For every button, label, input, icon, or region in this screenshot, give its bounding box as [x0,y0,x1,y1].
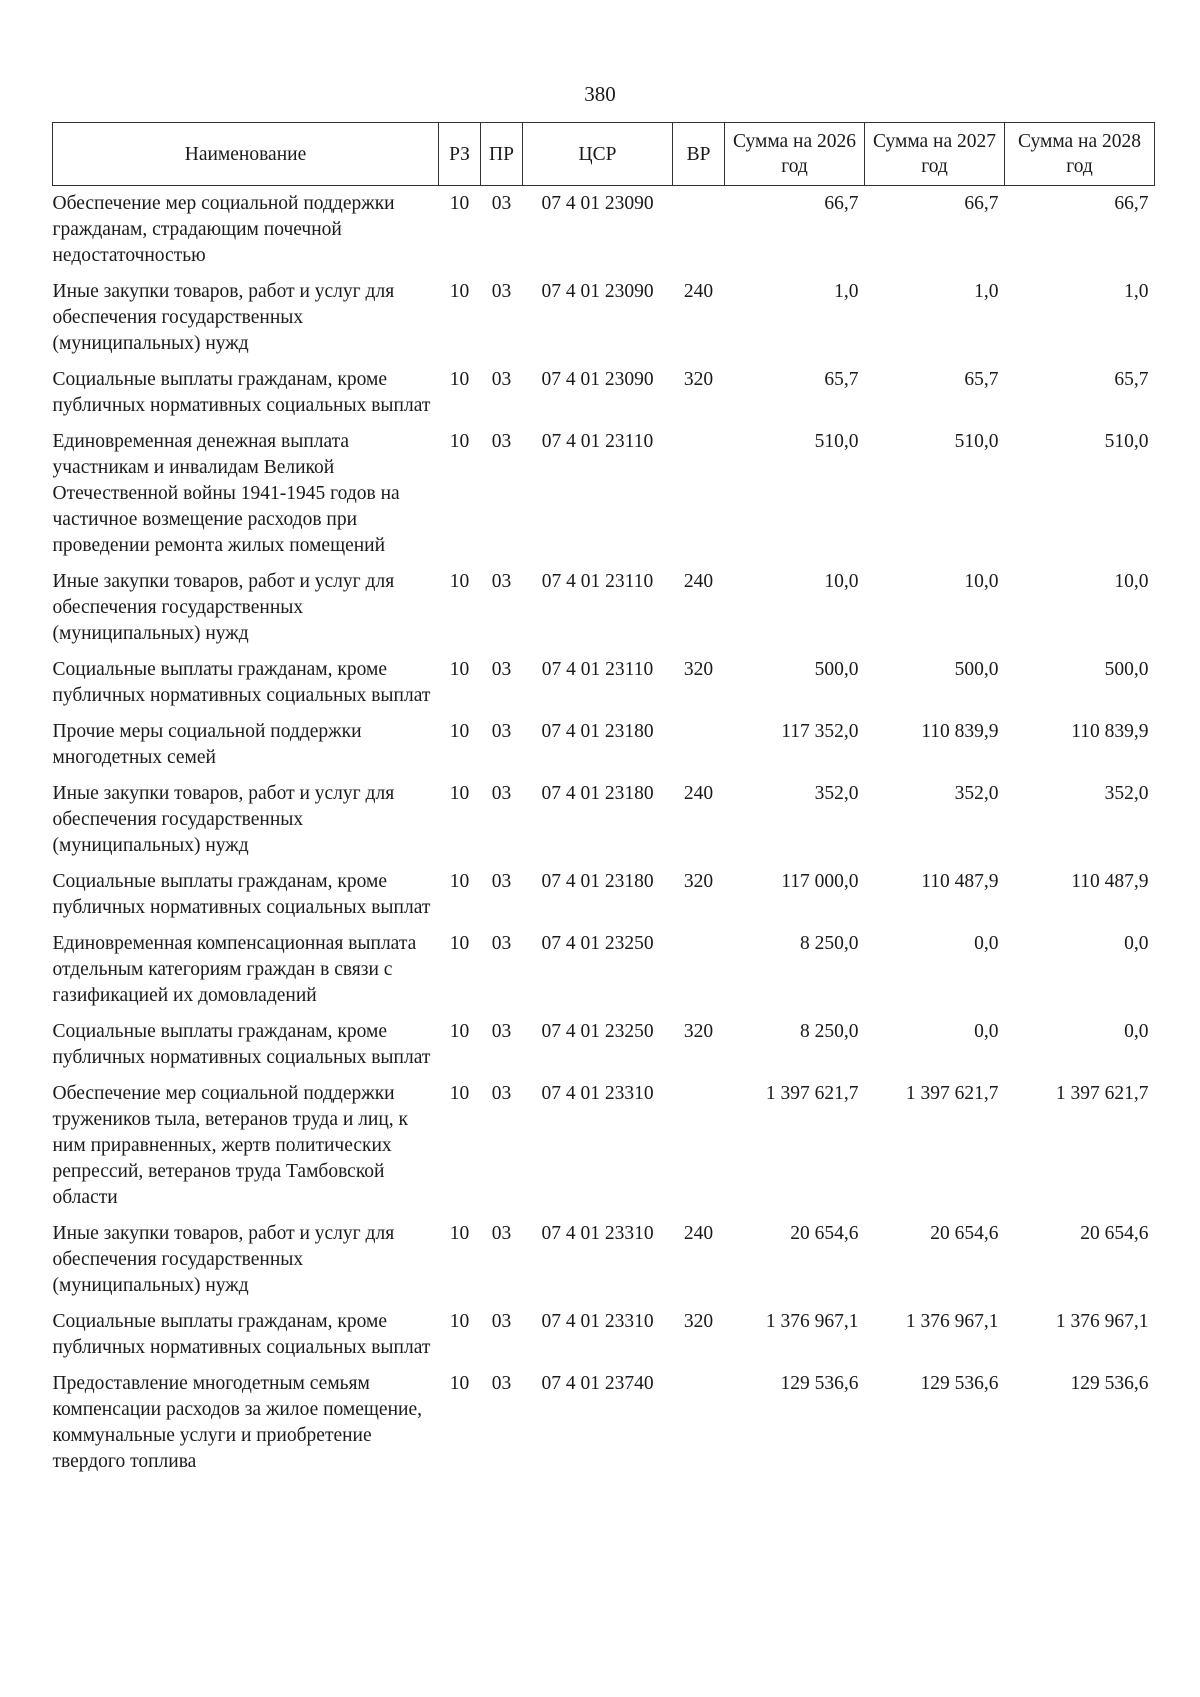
row-pr: 03 [491,1223,512,1244]
row-sum-2026: 1 376 967,1 [765,1311,859,1332]
header-pr: ПР [481,123,523,186]
row-sum-2026: 65,7 [824,369,859,390]
table-row [53,864,1155,926]
row-sum-2027: 10,0 [964,571,999,592]
table-row [53,652,1155,714]
row-pr: 03 [491,281,512,302]
row-name: Социальные выплаты гражданам, кроме публичных нормативных социальных выплат [52,1021,431,1068]
row-pr: 03 [491,1311,512,1332]
row-sum-2027: 110 487,9 [921,871,999,892]
row-sum-2027: 20 654,6 [930,1223,999,1244]
table-row [53,1366,1155,1480]
row-sum-2027: 66,7 [964,193,999,214]
row-name: Единовременная денежная выплата участникам и инвалидам Великой Отечественной войны 1941-1945 годов на частичное возмещение расходов при проведении ремонта жилых помещений [52,431,400,556]
row-pr: 03 [491,721,512,742]
row-vr: 240 [683,783,714,804]
row-name: Иные закупки товаров, работ и услуг для обеспечения государственных (муниципальных) нужд [52,783,395,856]
row-sum-2027: 1 397 621,7 [905,1083,999,1104]
row-pr: 03 [491,1083,512,1104]
row-sum-2027: 352,0 [954,783,999,804]
row-sum-2027: 129 536,6 [920,1373,999,1394]
row-csr: 07 4 01 23250 [541,933,654,954]
row-sum-2028: 1 397 621,7 [1055,1083,1149,1104]
row-sum-2028: 65,7 [1114,369,1149,390]
table-row [53,926,1155,1014]
page-number: 380 [584,82,616,106]
row-vr [673,186,725,275]
row-vr: 320 [683,659,714,680]
row-vr [673,714,725,776]
table-header [53,123,1155,186]
row-vr: 240 [683,571,714,592]
row-name: Обеспечение мер социальной поддержки тружеников тыла, ветеранов труда и лиц, к ним приравненных, жертв политических репрессий, ветеранов труда Тамбовской области [52,1083,409,1208]
row-rz: 10 [449,721,470,742]
row-csr: 07 4 01 23090 [541,193,654,214]
row-pr: 03 [491,571,512,592]
table-row [53,714,1155,776]
row-sum-2027: 1,0 [974,281,999,302]
row-sum-2028: 510,0 [1104,431,1149,452]
row-csr: 07 4 01 23310 [541,1223,654,1244]
row-name: Прочие меры социальной поддержки многодетных семей [52,721,362,768]
row-vr [673,926,725,1014]
table-row [53,186,1155,275]
row-vr: 320 [683,1021,714,1042]
row-pr: 03 [491,431,512,452]
row-rz: 10 [449,659,470,680]
row-vr: 320 [683,369,714,390]
row-vr: 320 [683,871,714,892]
row-sum-2026: 10,0 [824,571,859,592]
row-sum-2026: 8 250,0 [800,933,859,954]
row-csr: 07 4 01 23180 [541,871,654,892]
header-sum-2028: Сумма на 2028 год [1005,123,1155,186]
row-vr [673,1076,725,1216]
row-sum-2028: 110 487,9 [1071,871,1149,892]
row-sum-2026: 8 250,0 [800,1021,859,1042]
row-pr: 03 [491,193,512,214]
row-rz: 10 [449,281,470,302]
table-row [53,362,1155,424]
table-row [53,564,1155,652]
row-csr: 07 4 01 23180 [541,721,654,742]
row-pr: 03 [491,783,512,804]
row-name: Социальные выплаты гражданам, кроме публичных нормативных социальных выплат [52,659,431,706]
row-sum-2028: 500,0 [1104,659,1149,680]
row-vr: 320 [683,1311,714,1332]
row-sum-2026: 510,0 [814,431,859,452]
row-pr: 03 [491,933,512,954]
row-rz: 10 [449,1373,470,1394]
row-rz: 10 [449,1021,470,1042]
row-csr: 07 4 01 23110 [541,431,654,452]
row-sum-2026: 1 397 621,7 [765,1083,859,1104]
row-name: Единовременная компенсационная выплата отдельным категориям граждан в связи с газификацией их домовладений [52,933,417,1006]
row-sum-2028: 10,0 [1114,571,1149,592]
row-sum-2028: 0,0 [1124,933,1149,954]
row-sum-2026: 1,0 [834,281,859,302]
row-vr: 240 [683,281,714,302]
header-csr: ЦСР [523,123,673,186]
row-sum-2028: 1,0 [1124,281,1149,302]
row-sum-2027: 1 376 967,1 [905,1311,999,1332]
row-sum-2026: 66,7 [824,193,859,214]
row-csr: 07 4 01 23310 [541,1083,654,1104]
row-sum-2028: 20 654,6 [1080,1223,1149,1244]
row-rz: 10 [449,369,470,390]
row-rz: 10 [449,1083,470,1104]
row-pr: 03 [491,369,512,390]
row-sum-2027: 510,0 [954,431,999,452]
row-rz: 10 [449,1223,470,1244]
row-sum-2026: 129 536,6 [780,1373,859,1394]
row-csr: 07 4 01 23250 [541,1021,654,1042]
row-rz: 10 [449,431,470,452]
row-csr: 07 4 01 23180 [541,783,654,804]
row-name: Социальные выплаты гражданам, кроме публичных нормативных социальных выплат [52,871,431,918]
row-name: Иные закупки товаров, работ и услуг для обеспечения государственных (муниципальных) нужд [52,1223,395,1296]
row-sum-2027: 0,0 [974,1021,999,1042]
row-vr [673,424,725,564]
row-sum-2028: 1 376 967,1 [1055,1311,1149,1332]
table-row [53,274,1155,362]
row-pr: 03 [491,1021,512,1042]
row-pr: 03 [491,659,512,680]
row-name: Обеспечение мер социальной поддержки гражданам, страдающим почечной недостаточностью [52,193,395,266]
row-name: Предоставление многодетным семьям компенсации расходов за жилое помещение, коммунальные услуги и приобретение твердого топлива [52,1373,422,1472]
row-sum-2027: 0,0 [974,933,999,954]
row-rz: 10 [449,933,470,954]
row-rz: 10 [449,783,470,804]
row-sum-2028: 0,0 [1124,1021,1149,1042]
header-rz: РЗ [439,123,481,186]
row-csr: 07 4 01 23110 [541,571,654,592]
row-csr: 07 4 01 23740 [541,1373,654,1394]
row-vr: 240 [683,1223,714,1244]
table-row [53,1014,1155,1076]
row-name: Иные закупки товаров, работ и услуг для обеспечения государственных (муниципальных) нужд [52,571,395,644]
header-name: Наименование [53,123,439,186]
budget-table [52,122,1155,1480]
row-sum-2027: 110 839,9 [921,721,999,742]
row-name: Социальные выплаты гражданам, кроме публичных нормативных социальных выплат [52,369,431,416]
row-rz: 10 [449,1311,470,1332]
row-csr: 07 4 01 23310 [541,1311,654,1332]
row-sum-2028: 352,0 [1104,783,1149,804]
header-sum-2027: Сумма на 2027 год [865,123,1005,186]
row-sum-2026: 352,0 [814,783,859,804]
header-vr: ВР [673,123,725,186]
header-sum-2026: Сумма на 2026 год [725,123,865,186]
table-row [53,1076,1155,1216]
row-sum-2027: 500,0 [954,659,999,680]
table-row [53,776,1155,864]
row-sum-2026: 117 000,0 [781,871,859,892]
row-sum-2026: 500,0 [814,659,859,680]
row-name: Социальные выплаты гражданам, кроме публичных нормативных социальных выплат [52,1311,431,1358]
table-row [53,1216,1155,1304]
row-rz: 10 [449,871,470,892]
row-csr: 07 4 01 23090 [541,369,654,390]
row-rz: 10 [449,193,470,214]
row-sum-2028: 66,7 [1114,193,1149,214]
row-rz: 10 [449,571,470,592]
table-row [53,1304,1155,1366]
row-csr: 07 4 01 23090 [541,281,654,302]
row-sum-2026: 117 352,0 [781,721,859,742]
row-pr: 03 [491,871,512,892]
row-sum-2026: 20 654,6 [790,1223,859,1244]
table-row [53,424,1155,564]
row-pr: 03 [491,1373,512,1394]
row-vr [673,1366,725,1480]
row-csr: 07 4 01 23110 [541,659,654,680]
row-sum-2028: 110 839,9 [1071,721,1149,742]
row-sum-2027: 65,7 [964,369,999,390]
row-name: Иные закупки товаров, работ и услуг для обеспечения государственных (муниципальных) нужд [52,281,395,354]
table-body [53,186,1155,1481]
row-sum-2028: 129 536,6 [1070,1373,1149,1394]
